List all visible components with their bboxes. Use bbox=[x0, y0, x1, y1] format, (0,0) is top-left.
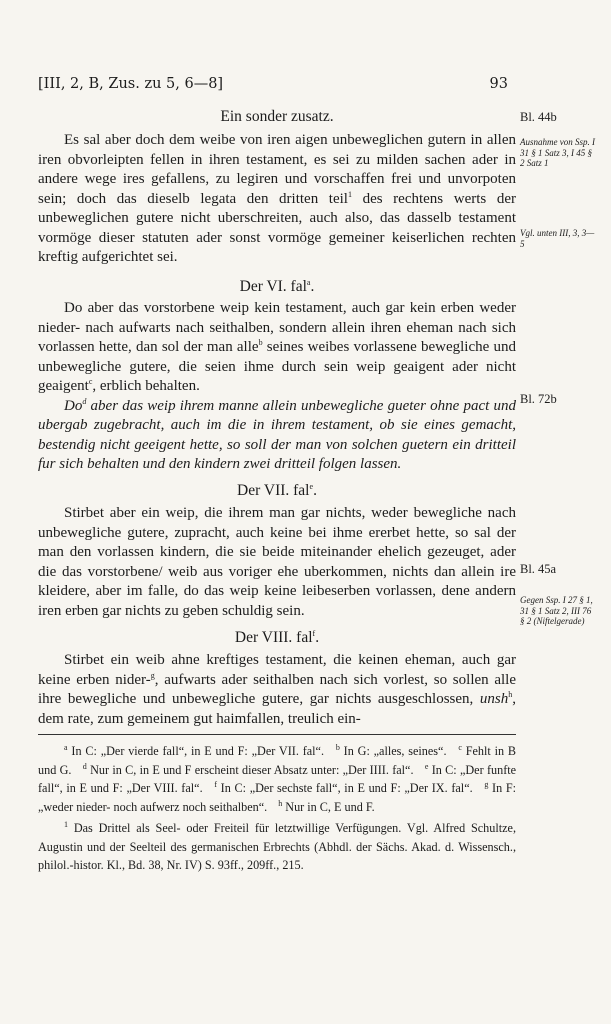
footnote-ref: g bbox=[150, 670, 155, 680]
margin-note-bl72b: Bl. 72b bbox=[520, 392, 557, 406]
variant-notes: $^a$ In C: „Der vierde fall“, in E und F: „Der VII. fal“. $^b$ In G: „alles, seines“. $^c$ Fehlt in B und G. $^d$ Nur in C, in E und F erscheint dieser Absatz unter: „Der IIII. fal“. $^e$ In C: „Der funfte fall“, in E und F: „Der VIII. fal“. $^f$ In C: „Der sechste fall“, in E und F: „Der IX. fal“. $^g$ In F: „weder nieder- noch aufwerz noch seithalben“. $^h$ Nur in C, E und F. bbox=[38, 742, 517, 814]
margin-note-bl44b: Bl. 44b bbox=[520, 110, 557, 124]
paragraph: Do aber das vorstorbene weip kein testament, auch gar kein erben weder nieder- nach aufwarts nach seithalben, sondern allein ihren eheman nach sich vorlassen hette, dan sol der man alle$^b$ seines weibes vorlassene bewegliche und unbewegliche gutere, die seien ihme durch sein weip geaigent ader nicht geaigent$^c$, erblich behalten. bbox=[38, 300, 516, 394]
section1-body bbox=[38, 131, 516, 268]
paragraph: Stirbet aber ein weip, die ihrem man gar nichts, weder bewegliche nach unbewegliche gutere, zupracht, auch keine bei ihme ererbet hette, so sal der man den vorlassen kindern, die sie beide miteinander ehelich gezeuget, ader die das vorstorbene/ weib aus voriger ehe uberkommen, nichts dan allein ire kleidere, aber im falle, do das weip keine leibeserben vorlassen, dene andern iren erben gar nichts zu geben schuldig sein. bbox=[38, 505, 516, 619]
margin-note-gegen: Gegen Ssp. I 27 § 1, 31 § 1 Satz 2, III 76 § 2 (Niftelgerade) bbox=[520, 595, 593, 626]
margin-note-ausnahme: Ausnahme von Ssp. I 31 § 1 Satz 3, I 45 § 2 Satz 1 bbox=[520, 137, 595, 168]
paragraph: Stirbet ein weib ahne kreftiges testament, die keinen eheman, auch gar keine erben nider-$^g$, aufwarts ader seithalben nach sich vorlest, so sollen alle ihre bewegliche und unbewegliche gutere, gar nichts ausgeschlossen, unsh$^h$, dem rate, zum gemeinem gut haimfallen, treulich ein- bbox=[38, 652, 517, 727]
running-header bbox=[38, 76, 508, 92]
footnote-ref: 1 bbox=[347, 189, 352, 199]
section-title-vi-fal: Der VI. fal$^a$. bbox=[239, 277, 315, 295]
footnote-ref: d bbox=[82, 396, 87, 406]
footnote-1: $^1$ Das Drittel als Seel- oder Freiteil für letztwillige Verfügungen. Vgl. Alfred Schultze, Augustin und der Seelteil des germanischen Erbrechts (Abhdl. der Sächs. Akad. d. Wissensch., philol.-histor. Kl., Bd. 38, Nr. IV) S. 93ff., 209ff., 215. bbox=[38, 819, 516, 872]
page-number: 93 bbox=[489, 76, 508, 92]
footnotes bbox=[38, 742, 516, 875]
section-title-viii-fal: Der VIII. fal$^f$. bbox=[234, 628, 320, 646]
margin-note-vgl: Vgl. unten III, 3, 3—5 bbox=[520, 228, 595, 249]
margin-note-bl45a: Bl. 45a bbox=[520, 562, 557, 576]
footnote-ref: b bbox=[258, 338, 263, 347]
section4-body bbox=[38, 651, 516, 729]
section-title-sonder-zusatz: Ein sonder zusatz. bbox=[220, 108, 334, 125]
footnote-ref: c bbox=[88, 377, 93, 386]
section-title-vii-fal: Der VII. fal$^e$. bbox=[237, 481, 317, 499]
paragraph-italic: Do$^d$ aber das weip ihrem manne allein unbewegliche gueter ohne pact und ubergab zugebracht, auch im die in ihrem testament, ob sie eines gemacht, bestendig nicht geeigent hette, so soll der man von solchen guetern ein dritteil fur sich behalten und den kindern zwei dritteil folgen lassen. bbox=[38, 396, 516, 472]
section2-body bbox=[38, 299, 516, 475]
paragraph: Es sal aber doch dem weibe von iren aigen unbeweglichen gutern in allen iren obvorleipten fellen in ihren testament, es sei zu milden sachen ader in andere wege ires gefallens, zu legiren und vorschaffen frei und unvorpoten sein; doch das dieselb legata den dritten teil$^1$ des rechtens werts der unbeweglichen gutere nicht uberschreiten, auch also, das dasselb testament vormöge dieser statuten ader sonst vormöge gemeiner keiserlichen rechten kreftig aufgerichtet sei. bbox=[38, 132, 516, 265]
running-head-title: [III, 2, B, Zus. zu 5, 6—8] bbox=[38, 76, 224, 92]
section3-body bbox=[38, 504, 516, 621]
footnote-ref: h bbox=[508, 690, 513, 699]
footnote-divider bbox=[38, 734, 516, 735]
